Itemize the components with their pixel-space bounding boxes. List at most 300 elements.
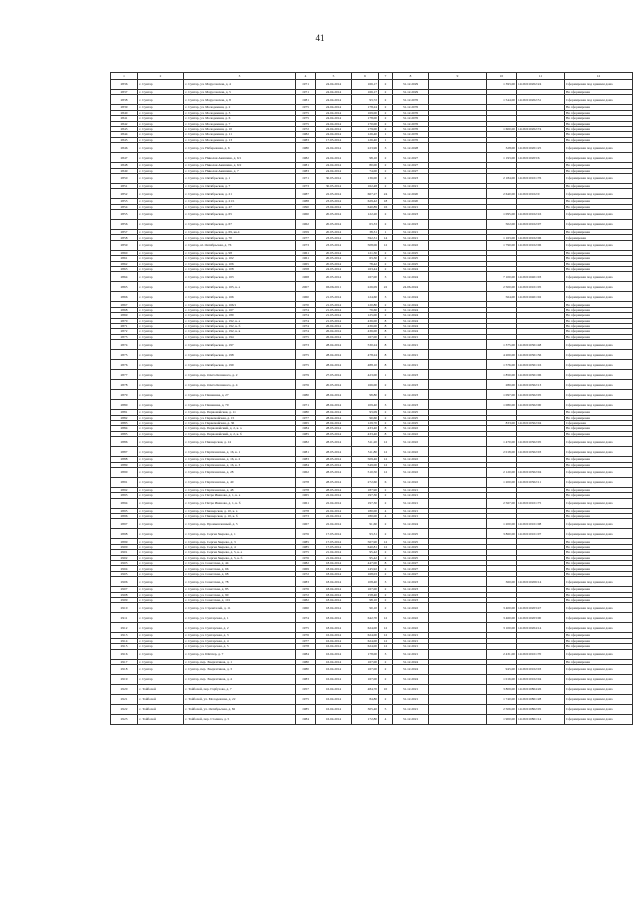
- table-cell-col-3: с. Сунтар, ул. Октябрьская, д. 192, к. б: [184, 323, 296, 328]
- table-cell-col-8: 31.12.2025: [393, 420, 429, 425]
- table-cell-col-7: 2: [379, 95, 393, 105]
- table-cell-col-12: Сформирован под зданием дома: [565, 577, 633, 587]
- table-cell-col-3: с. Сунтар, ул. Партизанская, д. 40: [184, 477, 296, 487]
- table-cell-col-9: [429, 649, 487, 659]
- table-row: [111, 95, 633, 105]
- header-cell: 12: [565, 73, 633, 80]
- table-cell-col-3: с. Сунтар, ул. Сунтарская, д. 3: [184, 633, 296, 638]
- table-cell-col-4: 1984: [296, 649, 316, 659]
- table-cell-col-5: 28.04.2014: [316, 340, 352, 350]
- table-cell-col-4: 1980: [296, 390, 316, 400]
- table-cell-col-2: с. Сунтар: [138, 334, 184, 339]
- table-cell-col-8: 31.12.2021: [393, 487, 429, 492]
- table-cell-col-9: [429, 292, 487, 302]
- table-cell-col-5: 16.04.2014: [316, 714, 352, 724]
- table-cell-col-5: 24.04.2014: [316, 80, 352, 90]
- table-cell-col-7: 2: [379, 267, 393, 272]
- housing-registry-table-container: [110, 72, 632, 725]
- table-cell-col-8: 31.12.2027: [393, 168, 429, 173]
- table-cell-col-2: с. Сунтар: [138, 664, 184, 674]
- table-cell-col-11: 14:26:010202:74: [517, 126, 565, 131]
- table-cell-col-5: 06.06.2011: [316, 282, 352, 292]
- table-cell-col-7: 1: [379, 132, 393, 137]
- table-cell-col-11: 14:26:010302:00: [517, 400, 565, 410]
- table-cell-col-1: 2906: [111, 577, 138, 587]
- table-cell-col-4: 1985: [296, 544, 316, 549]
- table-cell-col-7: 2: [379, 313, 393, 318]
- table-cell-col-5: 20.05.2014: [316, 272, 352, 282]
- table-cell-col-5: 21.05.2014: [316, 318, 352, 323]
- table-cell-col-5: 24.04.2014: [316, 105, 352, 110]
- table-cell-col-1: 2887: [111, 447, 138, 457]
- table-cell-col-2: с. Сунтар: [138, 204, 184, 209]
- table-cell-col-8: 31.12.2021: [393, 714, 429, 724]
- table-cell-col-9: [429, 350, 487, 360]
- table-cell-col-8: 31.12.2021: [393, 508, 429, 513]
- table-cell-col-7: 2: [379, 555, 393, 560]
- table-cell-col-4: 1975: [296, 550, 316, 555]
- table-cell-col-7: 2: [379, 571, 393, 576]
- table-cell-col-2: с. Сунтар: [138, 623, 184, 633]
- table-cell-col-1: 2912: [111, 623, 138, 633]
- table-cell-col-8: 31.12.2027: [393, 561, 429, 566]
- table-cell-col-8: 31.12.2022: [393, 623, 429, 633]
- table-cell-col-12: Не сформирован: [565, 230, 633, 235]
- table-cell-col-4: 1962: [296, 467, 316, 477]
- table-cell-col-12: Не сформирован: [565, 334, 633, 339]
- table-cell-col-2: с. Сунтар: [138, 613, 184, 623]
- table-cell-col-4: 1957: [296, 684, 316, 694]
- table-cell-col-8: 31.12.2024: [393, 659, 429, 664]
- table-cell-col-7: 12: [379, 633, 393, 638]
- table-cell-col-2: с. Сунтар: [138, 462, 184, 467]
- table-cell-col-8: 31.12.2024: [393, 302, 429, 307]
- table-cell-col-8: 31.12.2025: [393, 250, 429, 255]
- table-cell-col-3: с. Сунтар, пер. Олега Кошевого, д. 2: [184, 370, 296, 380]
- table-cell-col-2: с. Сунтар: [138, 143, 184, 153]
- table-cell-col-9: [429, 143, 487, 153]
- table-cell-col-7: 2: [379, 587, 393, 592]
- table-cell-col-3: с. Сунтар, ул. Октябрьская, д. 199: [184, 360, 296, 370]
- table-cell-col-2: с. Сунтар: [138, 110, 184, 115]
- table-cell-col-3: с. Сунтар, ул. Октябрьская, д. 167: [184, 307, 296, 312]
- table-cell-col-5: 24.04.2014: [316, 132, 352, 137]
- table-cell-col-1: 2842: [111, 121, 138, 126]
- table-cell-col-5: 24.05.2014: [316, 267, 352, 272]
- table-cell-col-4: 2007: [296, 282, 316, 292]
- table-cell-col-7: 3: [379, 143, 393, 153]
- table-cell-col-2: с. Сунтар: [138, 168, 184, 173]
- table-cell-col-6: 167,00: [352, 659, 379, 664]
- table-row: [111, 390, 633, 400]
- table-cell-col-12: Не сформирован: [565, 163, 633, 168]
- table-cell-col-7: 2: [379, 592, 393, 597]
- table-cell-col-12: Не сформирован: [565, 168, 633, 173]
- table-cell-col-8: 31.12.2023: [393, 390, 429, 400]
- table-cell-col-10: 1 016,00: [487, 674, 517, 684]
- table-cell-col-7: 12: [379, 447, 393, 457]
- table-cell-col-8: 31.12.2024: [393, 323, 429, 328]
- table-cell-col-6: 510,50: [352, 467, 379, 477]
- table-cell-col-4: 1982: [296, 437, 316, 447]
- table-cell-col-5: 26.04.2014: [316, 329, 352, 334]
- table-cell-col-2: с. Сунтар: [138, 132, 184, 137]
- table-cell-col-6: 642,70: [352, 613, 379, 623]
- table-cell-col-4: 1971: [296, 80, 316, 90]
- header-cell: 3: [184, 73, 296, 80]
- table-cell-col-6: 124,60: [352, 292, 379, 302]
- table-cell-col-3: с. Сунтар, ул. Петра Иванова, д. 1, к. б: [184, 498, 296, 508]
- table-cell-col-11: 14:26:010102:06: [517, 240, 565, 250]
- table-cell-col-2: с. Сунтар: [138, 350, 184, 360]
- table-cell-col-7: 2: [379, 597, 393, 602]
- table-cell-col-6: 640,89: [352, 204, 379, 209]
- table-cell-col-6: 120,80: [352, 302, 379, 307]
- table-cell-col-12: Не сформирован: [565, 250, 633, 255]
- table-cell-col-7: 12: [379, 638, 393, 643]
- table-cell-col-12: Не сформирован: [565, 566, 633, 571]
- table-row: [111, 704, 633, 714]
- table-cell-col-3: с. Тойбохой, пер. Гарбузова, д. 7: [184, 684, 296, 694]
- table-cell-col-4: 1982: [296, 561, 316, 566]
- table-cell-col-10: 1 393,00: [487, 80, 517, 90]
- table-cell-col-4: 1984: [296, 426, 316, 431]
- table-row: [111, 80, 633, 90]
- table-cell-col-4: 1975: [296, 116, 316, 121]
- table-cell-col-9: [429, 210, 487, 220]
- table-cell-col-2: с. Сунтар: [138, 431, 184, 436]
- table-cell-col-5: 28.04.2014: [316, 410, 352, 415]
- table-cell-col-1: 2901: [111, 550, 138, 555]
- table-cell-col-5: 28.04.2014: [316, 400, 352, 410]
- table-cell-col-7: 2: [379, 334, 393, 339]
- table-cell-col-7: 8: [379, 431, 393, 436]
- table-cell-col-9: [429, 340, 487, 350]
- table-cell-col-12: Не сформирован: [565, 126, 633, 131]
- table-cell-col-2: с. Тойбохой: [138, 694, 184, 704]
- table-cell-col-9: [429, 684, 487, 694]
- table-cell-col-12: Не сформирован: [565, 132, 633, 137]
- table-cell-col-2: с. Сунтар: [138, 659, 184, 664]
- table-cell-col-12: Не сформирован: [565, 105, 633, 110]
- table-cell-col-4: 1976: [296, 633, 316, 638]
- table-cell-col-7: 12: [379, 240, 393, 250]
- table-cell-col-12: Сформирован под зданием дома: [565, 694, 633, 704]
- table-cell-col-5: 16.04.2014: [316, 649, 352, 659]
- table-cell-col-10: 7 100,00: [487, 272, 517, 282]
- table-cell-col-3: с. Сунтар, ул. Октябрьская, д. 7: [184, 183, 296, 188]
- table-cell-col-3: с. Сунтар, ул. Молодежная, д. 2: [184, 105, 296, 110]
- table-cell-col-7: 2: [379, 487, 393, 492]
- table-cell-col-3: с. Сунтар, ул. Октябрьская, д. 65: [184, 210, 296, 220]
- table-cell-col-12: Сформирован под зданием дома: [565, 340, 633, 350]
- table-cell-col-6: 178,00: [352, 649, 379, 659]
- table-cell-col-6: 158,40: [352, 592, 379, 597]
- table-cell-col-5: 21.04.2014: [316, 550, 352, 555]
- table-cell-col-2: с. Сунтар: [138, 437, 184, 447]
- table-cell-col-8: 31.12.2024: [393, 664, 429, 674]
- table-cell-col-7: 2: [379, 116, 393, 121]
- table-cell-col-7: 16: [379, 204, 393, 209]
- table-cell-col-1: 2909: [111, 597, 138, 602]
- table-cell-col-1: 2882: [111, 415, 138, 420]
- table-cell-col-5: 28.05.2014: [316, 467, 352, 477]
- table-body: [111, 80, 633, 725]
- table-cell-col-11: 14:26:010102:0: [517, 189, 565, 199]
- table-cell-col-1: 2843: [111, 126, 138, 131]
- table-cell-col-2: с. Сунтар: [138, 116, 184, 121]
- table-row: [111, 370, 633, 380]
- table-cell-col-3: с. Сунтар, ул. Октябрьская, д. 21/1: [184, 199, 296, 204]
- table-cell-col-3: с. Сунтар, пер. Олега Кошевого, д. 4: [184, 380, 296, 390]
- table-cell-col-6: 125,00: [352, 313, 379, 318]
- table-cell-col-12: Сформирован под зданием дома: [565, 292, 633, 302]
- table-cell-col-10: 2 506,00: [487, 704, 517, 714]
- table-cell-col-4: 1982: [296, 132, 316, 137]
- table-cell-col-6: 166,17: [352, 80, 379, 90]
- table-cell-col-8: 31.12.2024: [393, 313, 429, 318]
- table-cell-col-7: 4: [379, 714, 393, 724]
- table-cell-col-4: 1959: [296, 230, 316, 235]
- table-cell-col-7: 12: [379, 644, 393, 649]
- table-cell-col-2: с. Сунтар: [138, 457, 184, 462]
- table-cell-col-5: 18.04.2014: [316, 623, 352, 633]
- table-cell-col-1: 2886: [111, 437, 138, 447]
- table-cell-col-1: 2844: [111, 132, 138, 137]
- table-cell-col-2: с. Сунтар: [138, 307, 184, 312]
- table-cell-col-6: 167,00: [352, 587, 379, 592]
- table-cell-col-1: 2880: [111, 400, 138, 410]
- table-cell-col-5: 20.05.2014: [316, 380, 352, 390]
- table-cell-col-11: 14:26:010301:48: [517, 340, 565, 350]
- table-cell-col-8: 31.12.2020: [393, 199, 429, 204]
- table-cell-col-3: с. Сунтар, пер. Энергетиков, д. 3: [184, 664, 296, 674]
- table-cell-col-9: [429, 467, 487, 477]
- table-cell-col-3: с. Сунтар, ул. Сунтарская, д. 1: [184, 613, 296, 623]
- table-cell-col-6: 179,00: [352, 126, 379, 131]
- table-cell-col-8: 31.12.2021: [393, 638, 429, 643]
- table-cell-col-1: 2854: [111, 204, 138, 209]
- table-cell-col-2: с. Сунтар: [138, 250, 184, 255]
- table-cell-col-9: [429, 694, 487, 704]
- table-cell-col-2: с. Сунтар: [138, 644, 184, 649]
- table-cell-col-12: Не сформирован: [565, 555, 633, 560]
- table-cell-col-7: 3: [379, 649, 393, 659]
- table-cell-col-3: с. Сунтар, ул. Советская, д. 85: [184, 587, 296, 592]
- table-cell-col-4: 1985: [296, 431, 316, 436]
- table-cell-col-11: 14:26:010302:13: [517, 380, 565, 390]
- table-cell-col-8: 31.12.2022: [393, 467, 429, 477]
- table-cell-col-8: 31.12.2023: [393, 597, 429, 602]
- table-cell-col-11: 14:26:010204:14: [517, 623, 565, 633]
- table-cell-col-6: 136,00: [352, 173, 379, 183]
- table-cell-col-1: 2845: [111, 137, 138, 142]
- table-cell-col-8: 31.12.2022: [393, 437, 429, 447]
- table-cell-col-1: 2848: [111, 163, 138, 168]
- table-cell-col-10: 502,00: [487, 220, 517, 230]
- table-cell-col-3: с. Сунтар, ул. Октябрьская, д. 192, к. а: [184, 318, 296, 323]
- table-cell-col-6: 187,90: [352, 487, 379, 492]
- table-cell-col-5: 24.04.2014: [316, 121, 352, 126]
- table-row: [111, 674, 633, 684]
- table-cell-col-1: 2892: [111, 487, 138, 492]
- table-cell-col-8: 31.12.2076: [393, 95, 429, 105]
- table-cell-col-4: 1980: [296, 143, 316, 153]
- table-row: [111, 684, 633, 694]
- table-cell-col-7: 2: [379, 380, 393, 390]
- table-cell-col-8: 31.12.2022: [393, 462, 429, 467]
- table-cell-col-5: 28.04.2014: [316, 350, 352, 360]
- table-cell-col-9: [429, 447, 487, 457]
- table-cell-col-7: 2: [379, 307, 393, 312]
- table-cell-col-2: с. Сунтар: [138, 360, 184, 370]
- table-cell-col-7: 2: [379, 250, 393, 255]
- table-cell-col-12: Сформирован под зданием дома: [565, 529, 633, 539]
- table-cell-col-5: 17.05.2014: [316, 544, 352, 549]
- table-cell-col-8: 31.12.2023: [393, 380, 429, 390]
- table-row: [111, 623, 633, 633]
- table-cell-col-1: 2891: [111, 477, 138, 487]
- table-cell-col-8: 31.12.2029: [393, 80, 429, 90]
- table-cell-col-10: 1 080,00: [487, 400, 517, 410]
- table-cell-col-6: 667,27: [352, 189, 379, 199]
- table-cell-col-11: 14:26:010102:04: [517, 674, 565, 684]
- table-cell-col-7: 8: [379, 329, 393, 334]
- table-cell-col-2: с. Сунтар: [138, 90, 184, 95]
- table-cell-col-9: [429, 714, 487, 724]
- table-cell-col-12: Не сформирован: [565, 323, 633, 328]
- table-cell-col-8: 31.12.2020: [393, 189, 429, 199]
- table-cell-col-5: 16.04.2014: [316, 644, 352, 649]
- table-cell-col-4: 1965: [296, 420, 316, 425]
- table-cell-col-4: 1975: [296, 350, 316, 360]
- table-cell-col-12: Сформирован под зданием дома: [565, 704, 633, 714]
- table-cell-col-4: 1975: [296, 105, 316, 110]
- table-cell-col-2: с. Сунтар: [138, 519, 184, 529]
- table-row: [111, 694, 633, 704]
- table-cell-col-6: 95,42: [352, 555, 379, 560]
- table-cell-col-4: 1977: [296, 415, 316, 420]
- table-row: [111, 529, 633, 539]
- table-cell-col-1: 2893: [111, 493, 138, 498]
- table-cell-col-4: 1983: [296, 674, 316, 684]
- table-cell-col-12: Сформирован под зданием дома: [565, 603, 633, 613]
- table-cell-col-1: 2853: [111, 199, 138, 204]
- table-cell-col-4: 1974: [296, 613, 316, 623]
- table-cell-col-1: 2895: [111, 508, 138, 513]
- table-cell-col-8: 31.12.2022: [393, 457, 429, 462]
- table-cell-col-5: 21.04.2014: [316, 555, 352, 560]
- table-cell-col-1: 2864: [111, 272, 138, 282]
- table-cell-col-8: 31.12.2021: [393, 334, 429, 339]
- table-cell-col-2: с. Сунтар: [138, 555, 184, 560]
- table-cell-col-2: с. Сунтар: [138, 282, 184, 292]
- table-cell-col-4: 1973: [296, 340, 316, 350]
- table-cell-col-2: с. Сунтар: [138, 477, 184, 487]
- table-cell-col-12: Не сформирован: [565, 508, 633, 513]
- table-cell-col-3: с. Сунтар, ул. Советская, д. 66: [184, 566, 296, 571]
- table-cell-col-3: с. Сунтар, ул. Молодежная, д. 13: [184, 137, 296, 142]
- table-cell-col-7: 2: [379, 220, 393, 230]
- table-cell-col-2: с. Сунтар: [138, 493, 184, 498]
- table-cell-col-7: 2: [379, 566, 393, 571]
- table-cell-col-2: с. Сунтар: [138, 487, 184, 492]
- table-cell-col-7: 12: [379, 437, 393, 447]
- table-cell-col-2: с. Сунтар: [138, 240, 184, 250]
- table-cell-col-2: с. Сунтар: [138, 426, 184, 431]
- table-cell-col-2: с. Сунтар: [138, 173, 184, 183]
- table-cell-col-3: с. Сунтар, ул. Октябрьская, д. 70: [184, 235, 296, 240]
- table-row: [111, 350, 633, 360]
- table-cell-col-8: 31.12.2024: [393, 329, 429, 334]
- table-cell-col-12: Сформирован под зданием дома: [565, 220, 633, 230]
- table-cell-col-5: 18.04.2014: [316, 613, 352, 623]
- table-cell-col-6: 90,10: [352, 603, 379, 613]
- table-cell-col-9: [429, 603, 487, 613]
- table-cell-col-4: 1975: [296, 360, 316, 370]
- table-cell-col-9: [429, 173, 487, 183]
- table-cell-col-12: Не сформирован: [565, 597, 633, 602]
- table-cell-col-8: 31.12.2023: [393, 173, 429, 183]
- table-cell-col-10: 2 431,00: [487, 649, 517, 659]
- table-cell-col-8: 31.12.2021: [393, 235, 429, 240]
- table-cell-col-10: 1 544,00: [487, 95, 517, 105]
- table-cell-col-1: 2885: [111, 431, 138, 436]
- table-cell-col-10: 2 500,00: [487, 282, 517, 292]
- table-cell-col-1: 2913: [111, 633, 138, 638]
- table-cell-col-2: с. Сунтар: [138, 318, 184, 323]
- table-cell-col-9: [429, 272, 487, 282]
- table-cell-col-1: 2902: [111, 555, 138, 560]
- table-cell-col-5: 22.04.2014: [316, 514, 352, 519]
- table-cell-col-9: [429, 477, 487, 487]
- table-cell-col-6: 93,09: [352, 410, 379, 415]
- table-cell-col-2: с. Сунтар: [138, 603, 184, 613]
- table-cell-col-2: с. Сунтар: [138, 674, 184, 684]
- header-cell: 8: [393, 73, 429, 80]
- table-cell-col-12: Не сформирован: [565, 487, 633, 492]
- table-cell-col-3: с. Сунтар, пер. Энергетиков, д. 1: [184, 659, 296, 664]
- table-cell-col-2: с. Сунтар: [138, 400, 184, 410]
- header-cell: 11: [517, 73, 565, 80]
- table-cell-col-3: с. Сунтар, ул. Октябрьская, д. 102: [184, 256, 296, 261]
- table-row: [111, 143, 633, 153]
- table-cell-col-10: 1 200,00: [487, 477, 517, 487]
- table-cell-col-3: с. Сунтар, ул. Октябрьская, д. 166/1: [184, 302, 296, 307]
- table-cell-col-5: 28.04.2014: [316, 390, 352, 400]
- table-cell-col-3: с. Сунтар, ул. Молодежная, д. 10: [184, 126, 296, 131]
- table-cell-col-4: 1974: [296, 313, 316, 318]
- table-cell-col-2: с. Сунтар: [138, 508, 184, 513]
- table-cell-col-1: 2836: [111, 80, 138, 90]
- table-cell-col-12: Сформирован под зданием дома: [565, 80, 633, 90]
- table-cell-col-2: с. Сунтар: [138, 467, 184, 477]
- table-cell-col-12: Не сформирован: [565, 121, 633, 126]
- table-cell-col-12: Не сформирован: [565, 199, 633, 204]
- table-cell-col-3: с. Сунтар, ул. Пашенная, д. 70: [184, 400, 296, 410]
- table-cell-col-1: 2849: [111, 168, 138, 173]
- table-cell-col-5: 28.05.2014: [316, 431, 352, 436]
- table-cell-col-6: 167,00: [352, 334, 379, 339]
- table-cell-col-8: 31.12.2027: [393, 153, 429, 163]
- table-cell-col-4: 1978: [296, 644, 316, 649]
- table-cell-col-2: с. Сунтар: [138, 199, 184, 204]
- table-cell-col-7: 12: [379, 623, 393, 633]
- table-cell-col-5: 23.05.2014: [316, 240, 352, 250]
- table-cell-col-12: Не сформирован: [565, 137, 633, 142]
- table-cell-col-8: 31.12.2024: [393, 272, 429, 282]
- table-cell-col-7: 6: [379, 477, 393, 487]
